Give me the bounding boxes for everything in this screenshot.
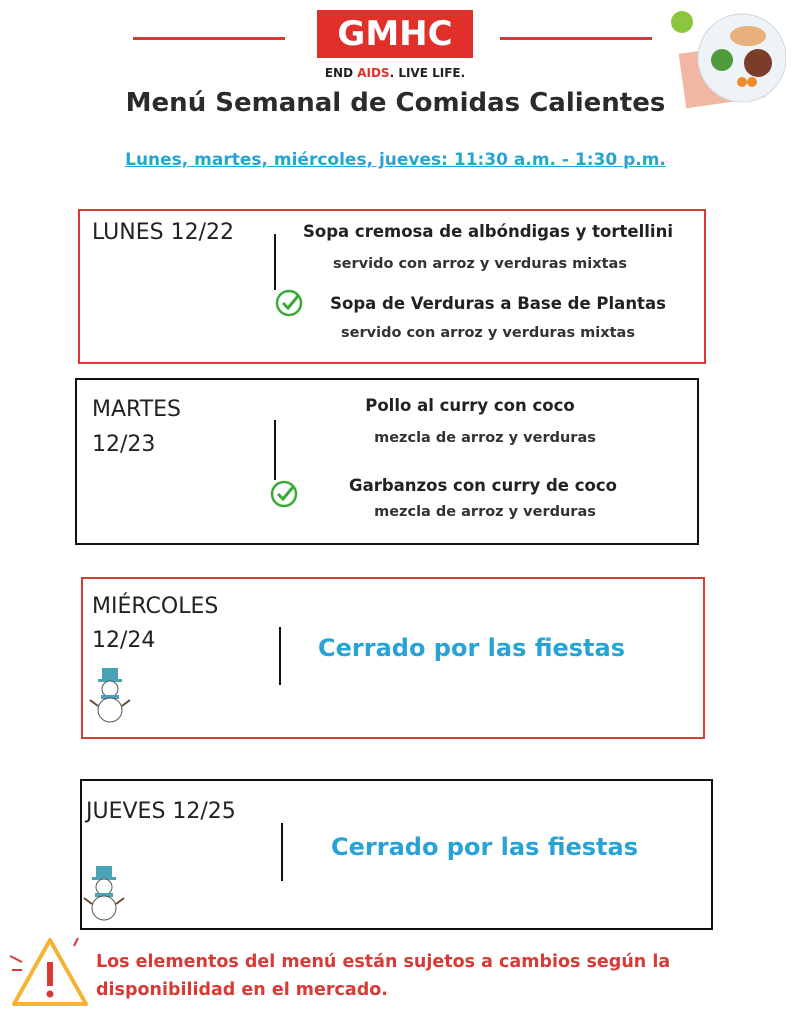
divider	[281, 823, 283, 881]
tagline	[300, 66, 490, 80]
plant-based-check-icon	[270, 480, 298, 508]
divider-right	[500, 37, 652, 40]
warning-icon	[8, 934, 92, 1014]
dish-side: mezcla de arroz y verduras	[374, 504, 596, 520]
tagline-prefix: END	[324, 66, 358, 80]
divider	[274, 420, 276, 480]
page-title: Menú Semanal de Comidas Calientes	[125, 88, 666, 118]
snowman-icon	[88, 668, 132, 724]
availability-notice: Los elementos del menú están sujetos a cambios según la disponibilidad en el mercado.	[96, 952, 671, 1000]
dish-side: servido con arroz y verduras mixtas	[341, 325, 635, 341]
plant-based-check-icon	[275, 289, 303, 317]
service-hours: Lunes, martes, miércoles, jueves: 11:30 a.m. - 1:30 p.m.	[125, 150, 666, 170]
snowman-icon	[82, 866, 126, 922]
dish-name: Pollo al curry con coco	[365, 396, 575, 415]
day-date: 12/23	[92, 432, 156, 457]
day-date: 12/24	[92, 628, 156, 653]
day-label: LUNES 12/22	[92, 220, 234, 245]
divider	[274, 234, 276, 290]
dish-name: Sopa cremosa de albóndigas y tortellini	[303, 222, 673, 241]
day-label: MIÉRCOLES	[92, 594, 219, 619]
divider-left	[133, 37, 285, 40]
tagline-highlight: AIDS	[357, 66, 390, 80]
dish-name: Sopa de Verduras a Base de Plantas	[330, 294, 666, 313]
tagline-suffix: . LIVE LIFE.	[389, 66, 466, 80]
closed-notice: Cerrado por las fiestas	[318, 634, 626, 662]
dish-name: Garbanzos con curry de coco	[349, 476, 617, 495]
divider	[279, 627, 281, 685]
closed-notice: Cerrado por las fiestas	[331, 833, 639, 861]
day-label: JUEVES 12/25	[86, 799, 236, 824]
dish-side: servido con arroz y verduras mixtas	[333, 256, 627, 272]
dish-side: mezcla de arroz y verduras	[374, 430, 596, 446]
gmhc-logo: GMHC	[317, 10, 473, 58]
day-label: MARTES	[92, 397, 182, 422]
